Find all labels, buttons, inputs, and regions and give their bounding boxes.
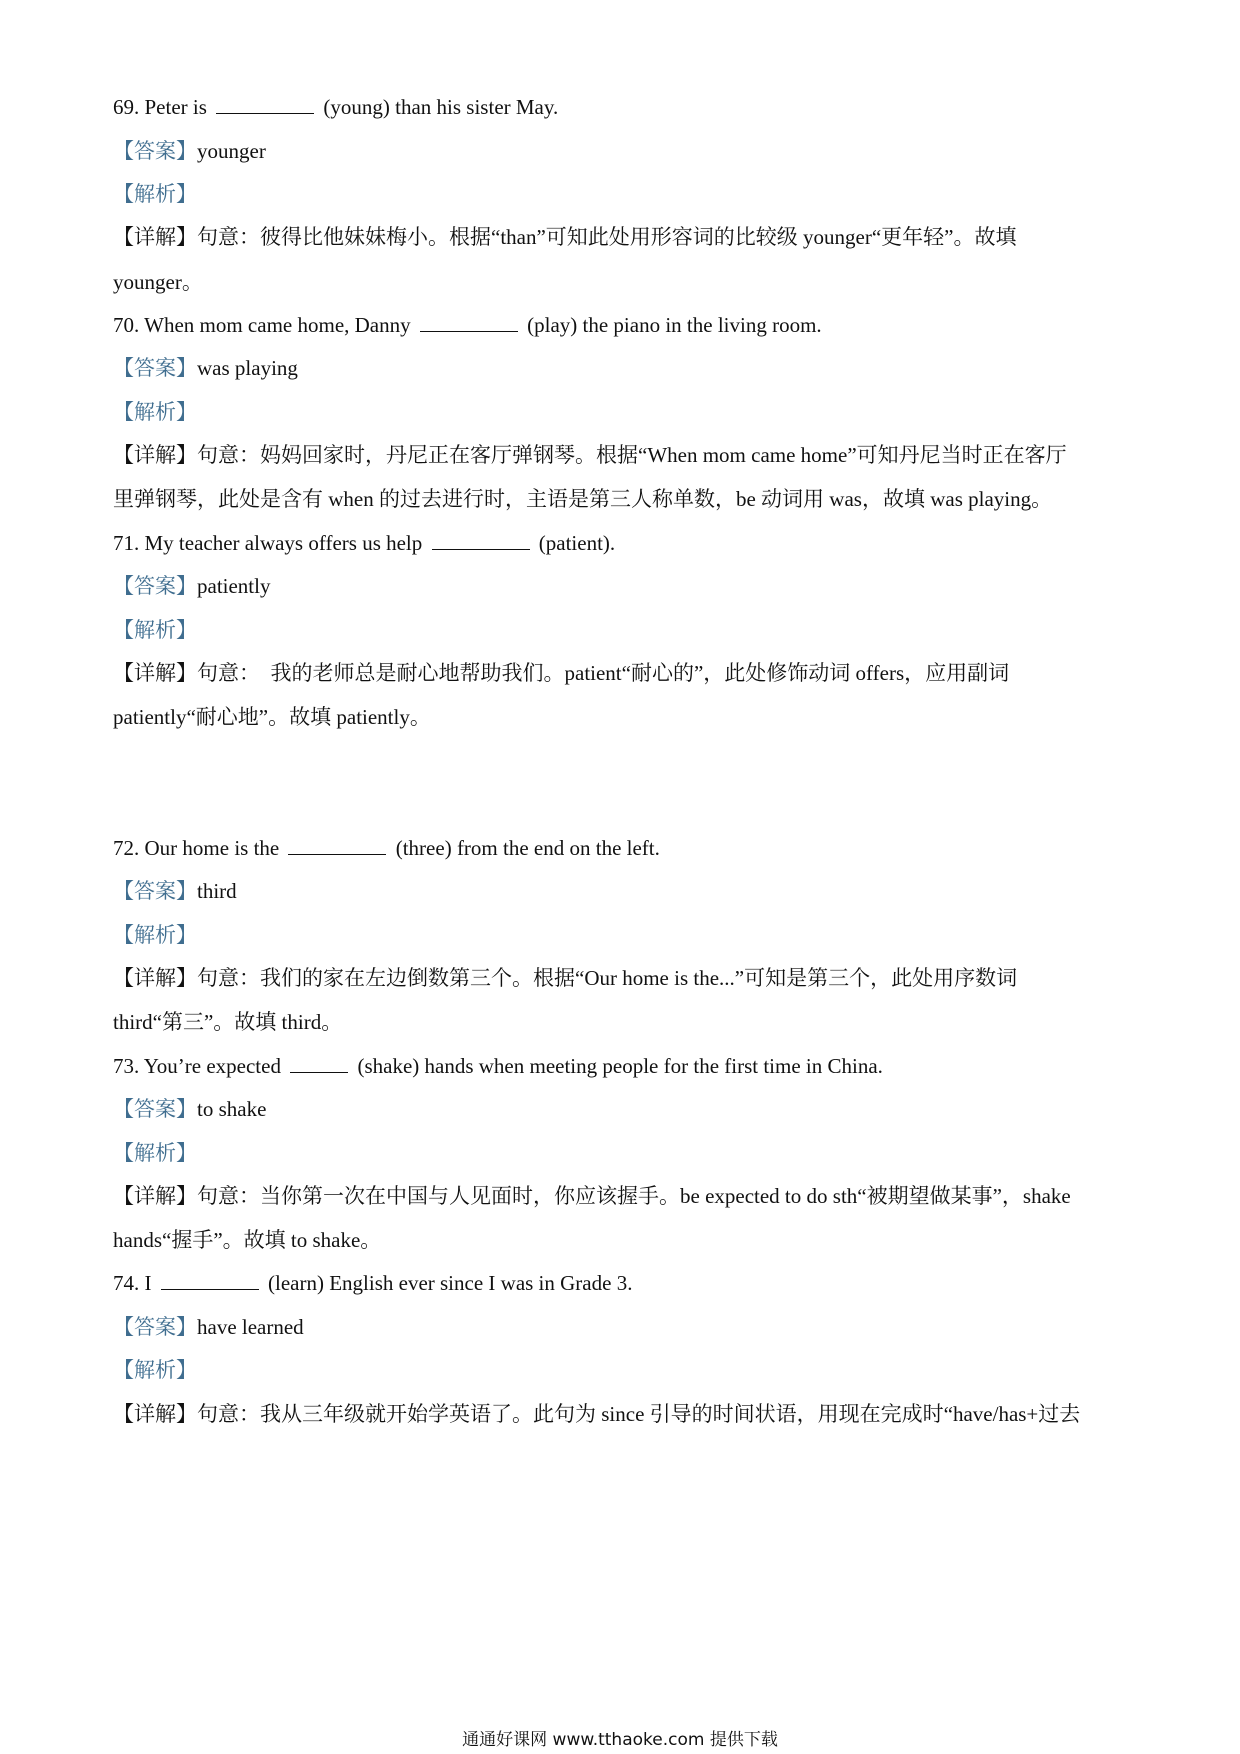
answer-blank bbox=[432, 531, 530, 550]
question-71-detail-1: 【详解】句意： 我的老师总是耐心地帮助我们。patient“耐心的”，此处修饰动词 offers，应用副词 bbox=[113, 661, 1010, 685]
question-74-stem: 74. I (learn) English ever since I was in Grade 3. bbox=[113, 1271, 633, 1295]
answer-blank bbox=[161, 1271, 259, 1290]
question-71-answer: 【答案】patiently bbox=[113, 574, 271, 598]
question-74-answer: 【答案】have learned bbox=[113, 1315, 304, 1339]
question-73-stem: 73. You’re expected (shake) hands when meeting people for the first time in China. bbox=[113, 1054, 883, 1078]
question-73-detail-2: hands“握手”。故填 to shake。 bbox=[113, 1228, 382, 1252]
page-footer: 通通好课网 www.tthaoke.com 提供下载 bbox=[462, 1730, 778, 1750]
question-71-detail-2: patiently“耐心地”。故填 patiently。 bbox=[113, 705, 431, 729]
question-72-detail-1: 【详解】句意：我们的家在左边倒数第三个。根据“Our home is the...”可知是第三个，此处用序数词 bbox=[113, 966, 1018, 990]
question-69-detail-2: younger。 bbox=[113, 270, 203, 294]
question-70-stem: 70. When mom came home, Danny (play) the piano in the living room. bbox=[113, 313, 822, 337]
question-70-answer: 【答案】was playing bbox=[113, 356, 298, 380]
question-69-analysis-label: 【解析】 bbox=[113, 182, 197, 206]
question-72-detail-2: third“第三”。故填 third。 bbox=[113, 1010, 343, 1034]
question-69-detail-1: 【详解】句意：彼得比他妹妹梅小。根据“than”可知此处用形容词的比较级 younger“更年轻”。故填 bbox=[113, 225, 1017, 249]
question-71-analysis-label: 【解析】 bbox=[113, 618, 197, 642]
question-74-detail-1: 【详解】句意：我从三年级就开始学英语了。此句为 since 引导的时间状语，用现在完成时“have/has+过去 bbox=[113, 1402, 1081, 1426]
question-74-analysis-label: 【解析】 bbox=[113, 1358, 197, 1382]
answer-blank bbox=[420, 313, 518, 332]
question-70-detail-2: 里弹钢琴，此处是含有 when 的过去进行时，主语是第三人称单数，be 动词用 was，故填 was playing。 bbox=[113, 487, 1053, 511]
question-70-detail-1: 【详解】句意：妈妈回家时，丹尼正在客厅弹钢琴。根据“When mom came home”可知丹尼当时正在客厅 bbox=[113, 443, 1067, 467]
question-72-answer: 【答案】third bbox=[113, 879, 237, 903]
question-71-stem: 71. My teacher always offers us help (patient). bbox=[113, 531, 616, 555]
question-69-stem: 69. Peter is (young) than his sister May. bbox=[113, 95, 559, 119]
answer-blank bbox=[290, 1054, 348, 1073]
question-73-analysis-label: 【解析】 bbox=[113, 1141, 197, 1165]
question-73-answer: 【答案】to shake bbox=[113, 1097, 267, 1121]
question-72-stem: 72. Our home is the (three) from the end on the left. bbox=[113, 836, 660, 860]
question-69-answer: 【答案】younger bbox=[113, 139, 266, 163]
question-73-detail-1: 【详解】句意：当你第一次在中国与人见面时，你应该握手。be expected to do sth“被期望做某事”，shake bbox=[113, 1184, 1071, 1208]
question-70-analysis-label: 【解析】 bbox=[113, 400, 197, 424]
answer-blank bbox=[216, 95, 314, 114]
answer-blank bbox=[288, 836, 386, 855]
question-72-analysis-label: 【解析】 bbox=[113, 923, 197, 947]
